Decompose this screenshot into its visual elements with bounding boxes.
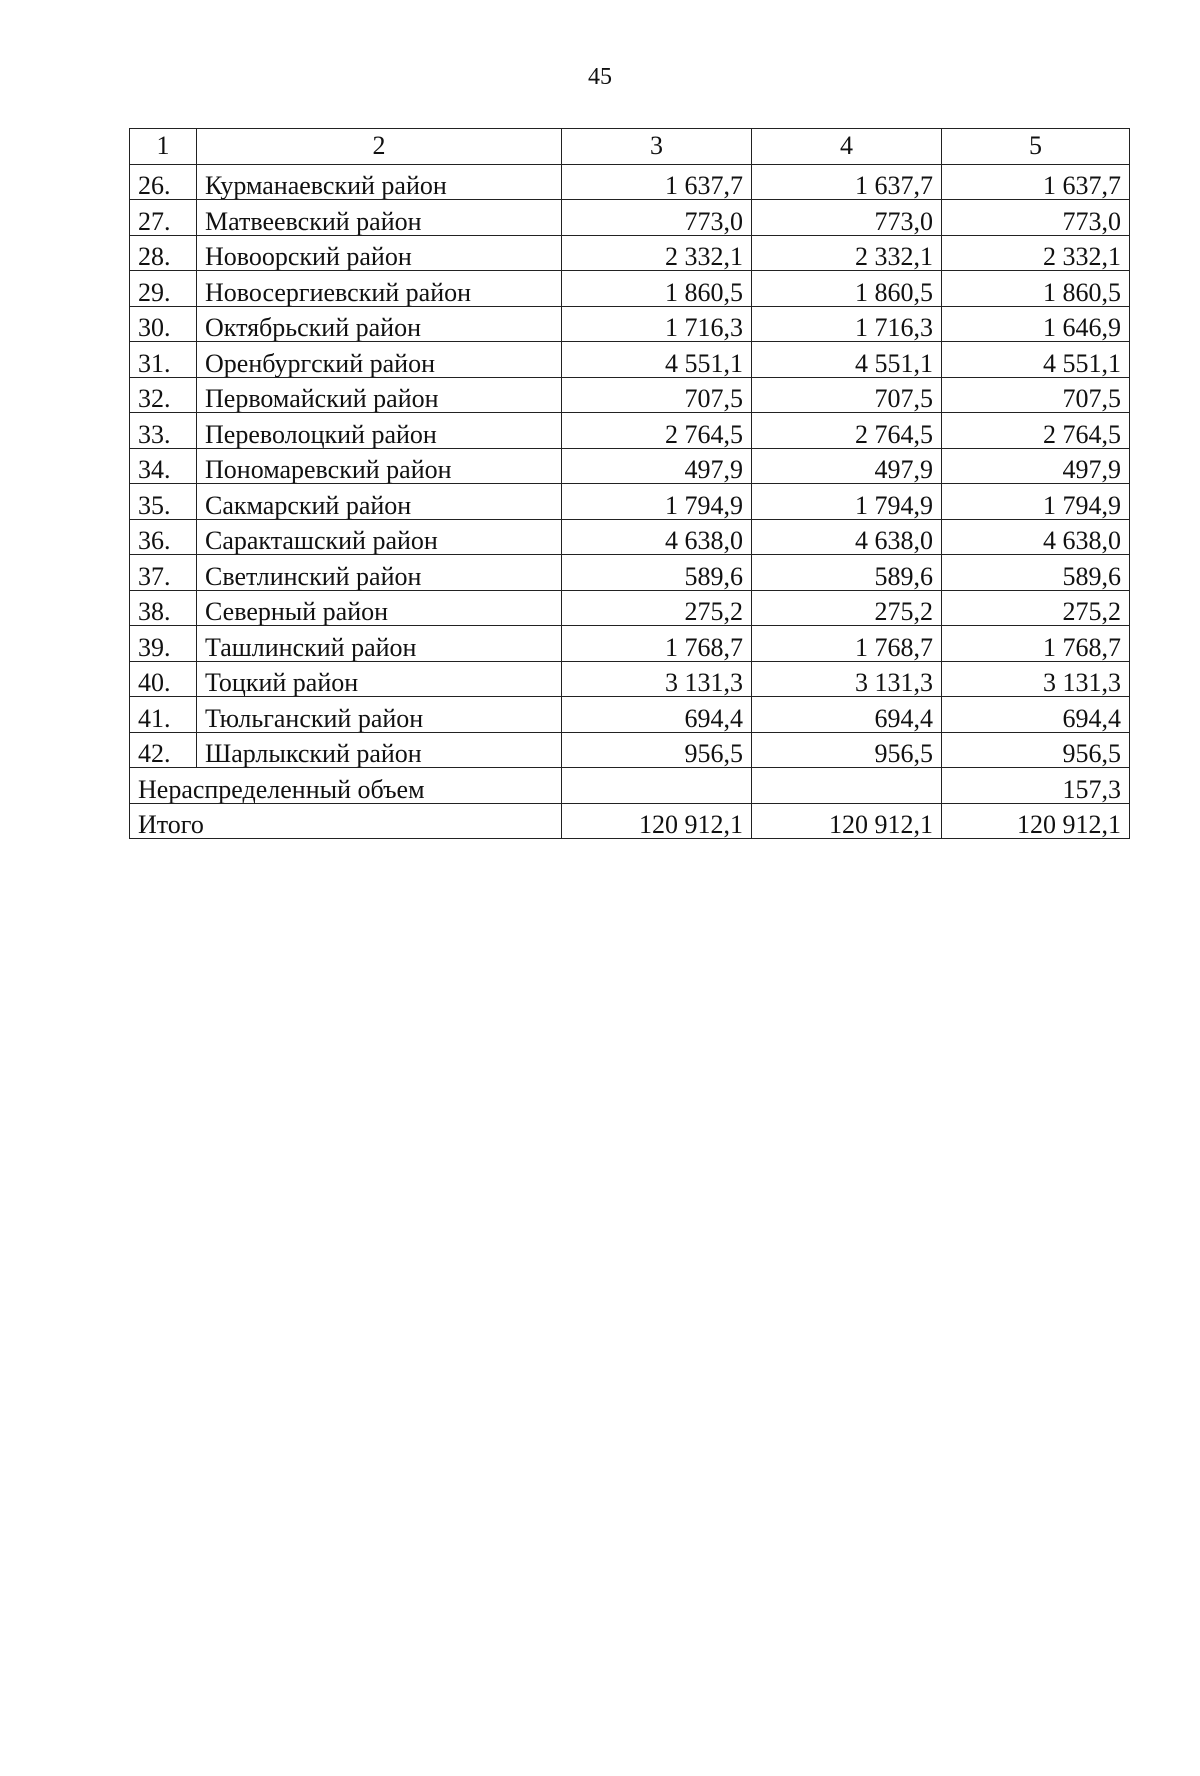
total-col-3: 120 912,1 — [562, 803, 752, 839]
unallocated-col-5: 157,3 — [942, 768, 1130, 804]
column-header-4: 4 — [752, 129, 942, 165]
district-name: Матвеевский район — [197, 200, 562, 236]
row-number: 31. — [130, 342, 197, 378]
value-col-3: 4 551,1 — [562, 342, 752, 378]
row-number: 26. — [130, 164, 197, 200]
header-row — [130, 129, 1130, 165]
value-col-5: 2 764,5 — [942, 413, 1130, 449]
table-row — [130, 626, 1130, 662]
value-col-3: 1 716,3 — [562, 306, 752, 342]
total-col-4: 120 912,1 — [752, 803, 942, 839]
value-col-5: 773,0 — [942, 200, 1130, 236]
value-col-5: 2 332,1 — [942, 235, 1130, 271]
value-col-3: 773,0 — [562, 200, 752, 236]
value-col-5: 694,4 — [942, 697, 1130, 733]
allocation-table — [129, 128, 1130, 839]
row-number: 29. — [130, 271, 197, 307]
value-col-3: 3 131,3 — [562, 661, 752, 697]
district-name: Сакмарский район — [197, 484, 562, 520]
value-col-3: 1 768,7 — [562, 626, 752, 662]
table-row — [130, 377, 1130, 413]
column-header-3: 3 — [562, 129, 752, 165]
row-number: 40. — [130, 661, 197, 697]
value-col-5: 1 646,9 — [942, 306, 1130, 342]
value-col-4: 1 794,9 — [752, 484, 942, 520]
value-col-3: 694,4 — [562, 697, 752, 733]
value-col-4: 2 764,5 — [752, 413, 942, 449]
total-col-5: 120 912,1 — [942, 803, 1130, 839]
value-col-3: 707,5 — [562, 377, 752, 413]
table-row — [130, 306, 1130, 342]
value-col-3: 275,2 — [562, 590, 752, 626]
district-name: Первомайский район — [197, 377, 562, 413]
table-row — [130, 590, 1130, 626]
district-name: Пономаревский район — [197, 448, 562, 484]
value-col-3: 1 794,9 — [562, 484, 752, 520]
column-header-1: 1 — [130, 129, 197, 165]
table-row — [130, 661, 1130, 697]
district-name: Тоцкий район — [197, 661, 562, 697]
value-col-4: 1 716,3 — [752, 306, 942, 342]
value-col-5: 275,2 — [942, 590, 1130, 626]
district-name: Шарлыкский район — [197, 732, 562, 768]
row-number: 28. — [130, 235, 197, 271]
value-col-4: 694,4 — [752, 697, 942, 733]
value-col-4: 1 860,5 — [752, 271, 942, 307]
value-col-4: 4 551,1 — [752, 342, 942, 378]
table-row — [130, 519, 1130, 555]
row-number: 33. — [130, 413, 197, 449]
row-number: 37. — [130, 555, 197, 591]
value-col-4: 1 768,7 — [752, 626, 942, 662]
row-number: 41. — [130, 697, 197, 733]
unallocated-row — [130, 768, 1130, 804]
row-number: 39. — [130, 626, 197, 662]
district-name: Тюльганский район — [197, 697, 562, 733]
table-row — [130, 448, 1130, 484]
table-row — [130, 200, 1130, 236]
table-row — [130, 342, 1130, 378]
value-col-4: 4 638,0 — [752, 519, 942, 555]
district-name: Светлинский район — [197, 555, 562, 591]
district-name: Северный район — [197, 590, 562, 626]
value-col-3: 2 764,5 — [562, 413, 752, 449]
row-number: 34. — [130, 448, 197, 484]
value-col-3: 589,6 — [562, 555, 752, 591]
value-col-4: 3 131,3 — [752, 661, 942, 697]
value-col-3: 956,5 — [562, 732, 752, 768]
value-col-4: 497,9 — [752, 448, 942, 484]
row-number: 38. — [130, 590, 197, 626]
table-row — [130, 413, 1130, 449]
total-label: Итого — [130, 803, 562, 839]
table-row — [130, 164, 1130, 200]
value-col-3: 1 637,7 — [562, 164, 752, 200]
column-header-2: 2 — [197, 129, 562, 165]
value-col-4: 956,5 — [752, 732, 942, 768]
value-col-4: 2 332,1 — [752, 235, 942, 271]
table-row — [130, 697, 1130, 733]
value-col-3: 4 638,0 — [562, 519, 752, 555]
value-col-4: 773,0 — [752, 200, 942, 236]
row-number: 36. — [130, 519, 197, 555]
value-col-5: 3 131,3 — [942, 661, 1130, 697]
row-number: 42. — [130, 732, 197, 768]
value-col-5: 4 551,1 — [942, 342, 1130, 378]
value-col-5: 707,5 — [942, 377, 1130, 413]
column-header-5: 5 — [942, 129, 1130, 165]
value-col-3: 2 332,1 — [562, 235, 752, 271]
table-row — [130, 555, 1130, 591]
district-name: Оренбургский район — [197, 342, 562, 378]
value-col-5: 1 637,7 — [942, 164, 1130, 200]
value-col-5: 589,6 — [942, 555, 1130, 591]
district-name: Новоорский район — [197, 235, 562, 271]
value-col-5: 4 638,0 — [942, 519, 1130, 555]
unallocated-label: Нераспределенный объем — [130, 768, 562, 804]
district-name: Новосергиевский район — [197, 271, 562, 307]
district-name: Саракташский район — [197, 519, 562, 555]
page-number: 45 — [588, 64, 612, 90]
value-col-5: 1 860,5 — [942, 271, 1130, 307]
total-row — [130, 803, 1130, 839]
value-col-3: 497,9 — [562, 448, 752, 484]
value-col-5: 1 768,7 — [942, 626, 1130, 662]
value-col-5: 1 794,9 — [942, 484, 1130, 520]
row-number: 27. — [130, 200, 197, 236]
unallocated-col-3 — [562, 768, 752, 804]
unallocated-col-4 — [752, 768, 942, 804]
value-col-4: 589,6 — [752, 555, 942, 591]
value-col-4: 707,5 — [752, 377, 942, 413]
table-row — [130, 732, 1130, 768]
table-row — [130, 484, 1130, 520]
value-col-4: 275,2 — [752, 590, 942, 626]
district-name: Переволоцкий район — [197, 413, 562, 449]
value-col-3: 1 860,5 — [562, 271, 752, 307]
district-name: Ташлинский район — [197, 626, 562, 662]
row-number: 30. — [130, 306, 197, 342]
district-name: Курманаевский район — [197, 164, 562, 200]
table-row — [130, 235, 1130, 271]
table-row — [130, 271, 1130, 307]
district-name: Октябрьский район — [197, 306, 562, 342]
value-col-5: 497,9 — [942, 448, 1130, 484]
row-number: 32. — [130, 377, 197, 413]
value-col-4: 1 637,7 — [752, 164, 942, 200]
table-body — [130, 164, 1130, 839]
value-col-5: 956,5 — [942, 732, 1130, 768]
row-number: 35. — [130, 484, 197, 520]
